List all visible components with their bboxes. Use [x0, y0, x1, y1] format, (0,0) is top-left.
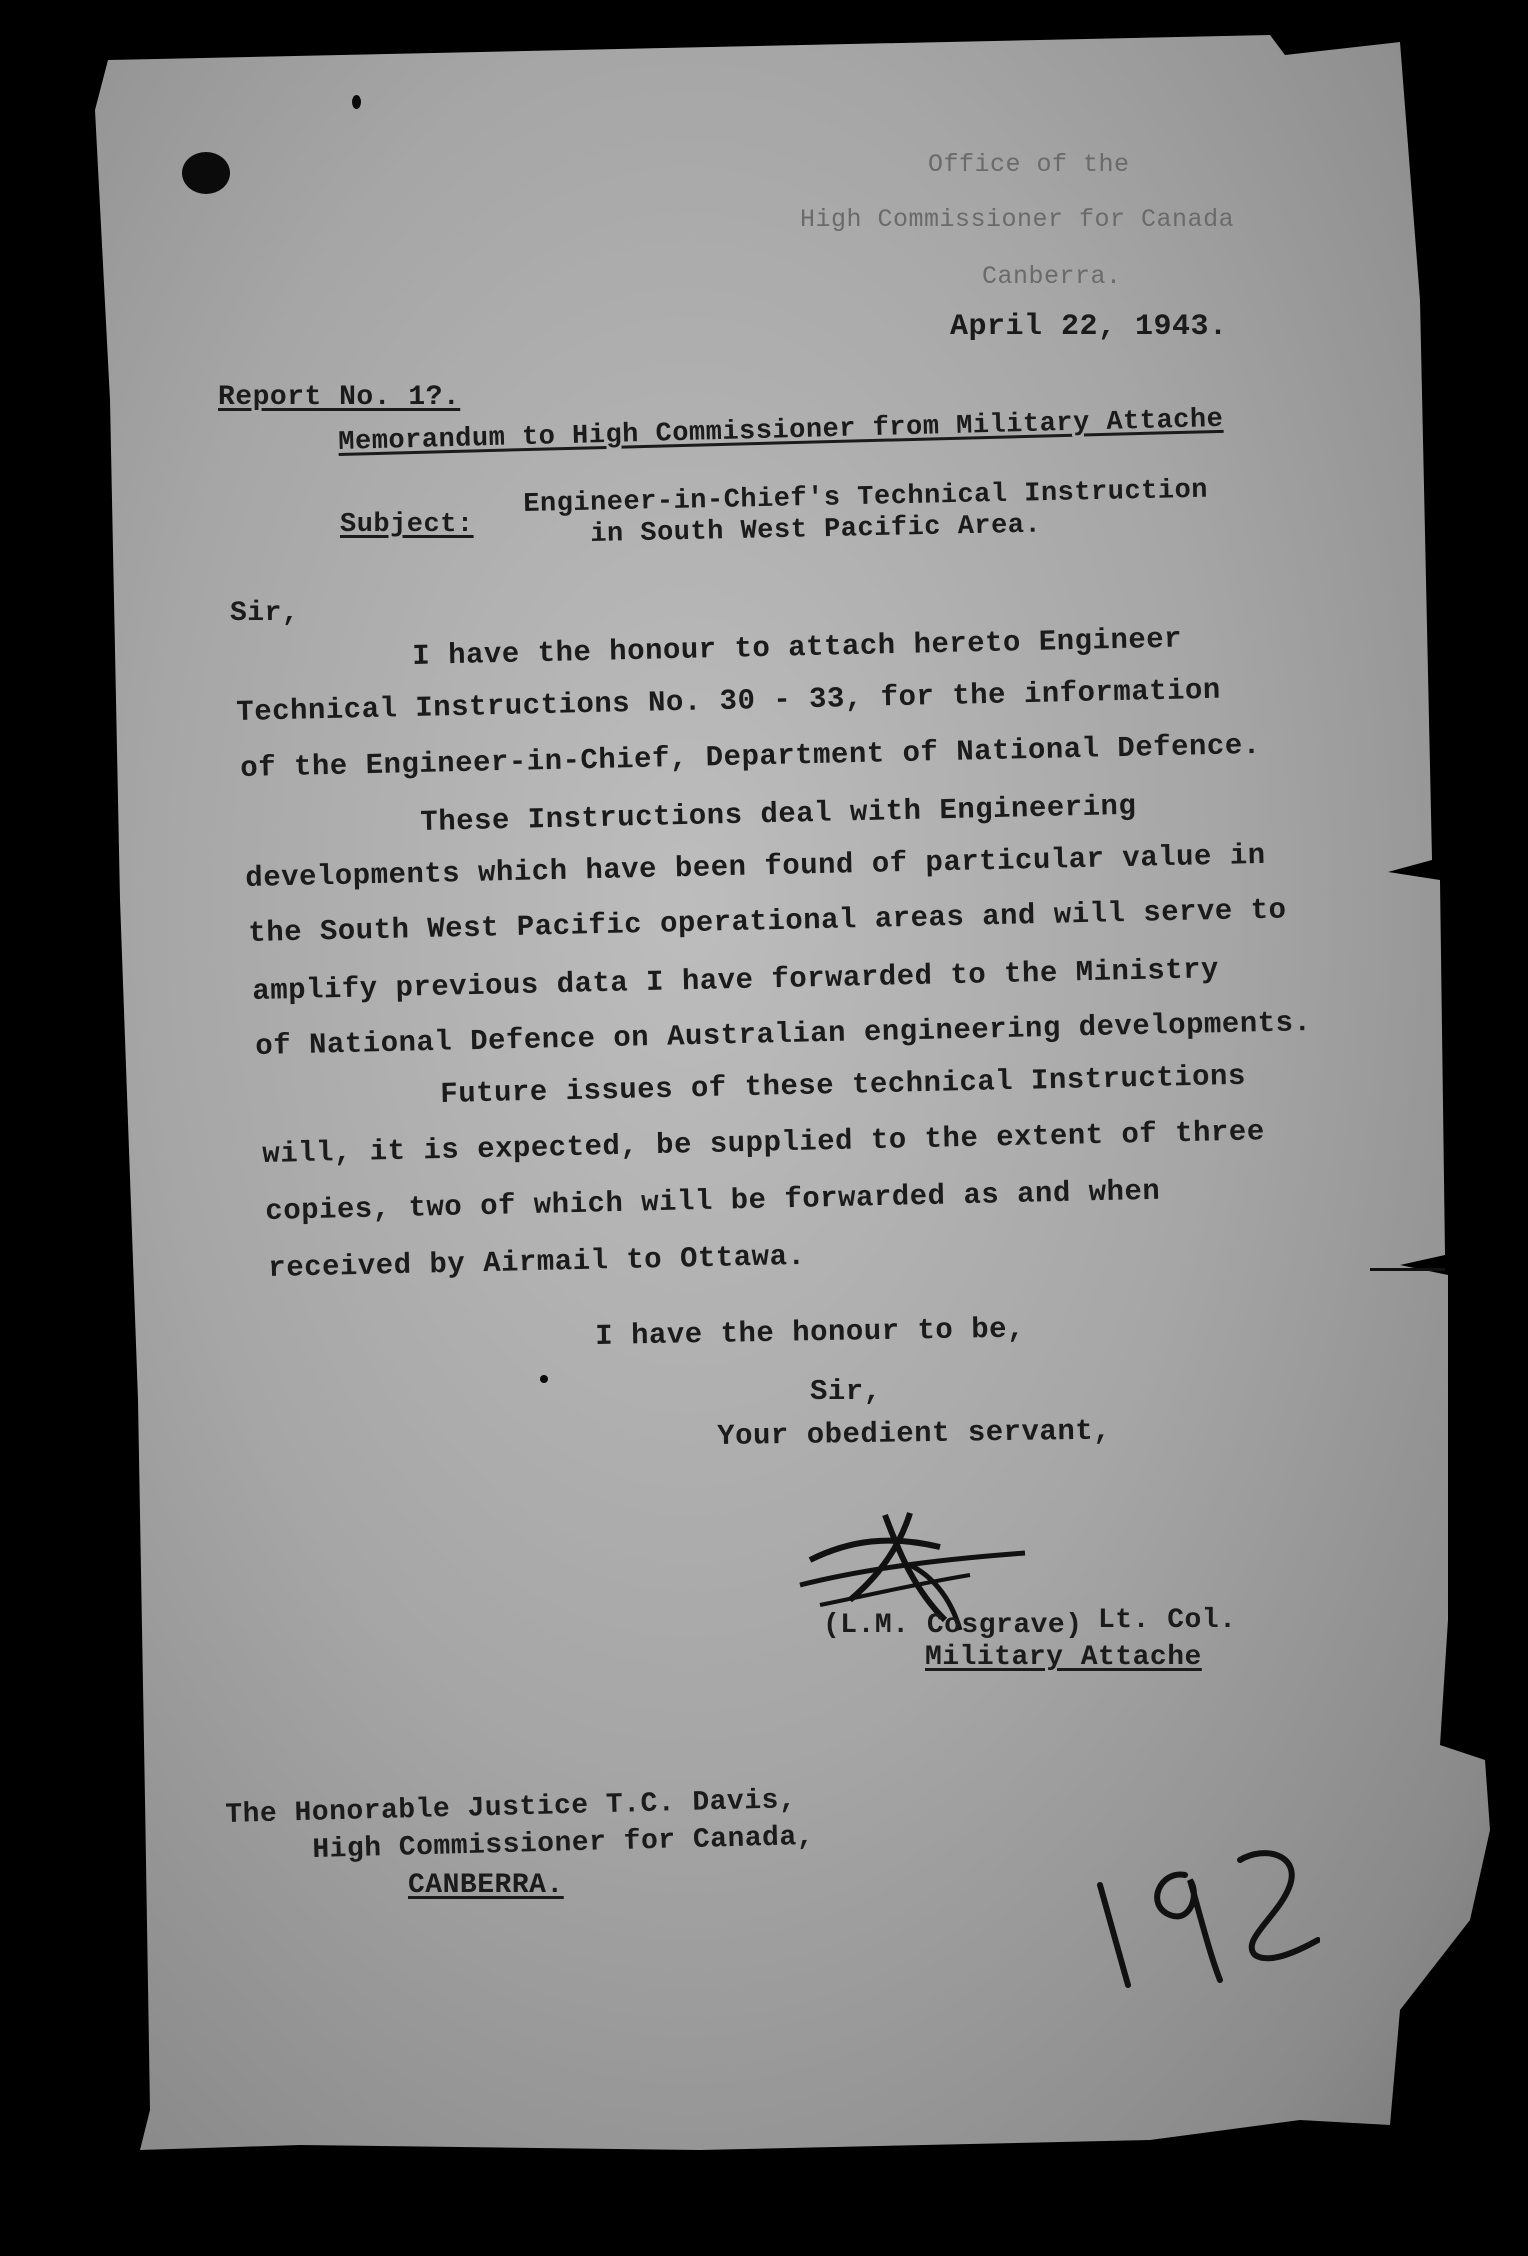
handwritten-page-number	[1090, 1845, 1320, 2010]
body-line: I have the honour to attach hereto Engineer	[412, 622, 1183, 673]
body-line: of the Engineer-in-Chief, Department of National Defence.	[240, 728, 1261, 785]
closing-line-2: Sir,	[810, 1375, 882, 1408]
addressee-line-1: The Honorable Justice T.C. Davis,	[225, 1785, 797, 1831]
signatory-name: (L.M. Cosgrave)	[823, 1610, 1083, 1641]
body-line: developments which have been found of particular value in	[245, 838, 1266, 895]
ink-blot	[182, 152, 230, 194]
body-line: These Instructions deal with Engineering	[420, 789, 1137, 839]
closing-line-3: Your obedient servant,	[717, 1414, 1112, 1453]
signatory-title: Military Attache	[925, 1642, 1202, 1673]
body-line: Future issues of these technical Instructions	[440, 1059, 1247, 1111]
office-line-1: Office of the	[928, 150, 1130, 179]
body-line: will, it is expected, be supplied to the extent of three	[262, 1115, 1266, 1171]
ink-speck	[540, 1375, 548, 1383]
paper-tear-mark	[1370, 1268, 1445, 1271]
addressee-line-3: CANBERRA.	[408, 1870, 564, 1901]
letter-date: April 22, 1943.	[950, 310, 1228, 344]
subject-label: Subject:	[340, 510, 474, 540]
closing-line-1: I have the honour to be,	[595, 1312, 1026, 1353]
salutation: Sir,	[230, 598, 300, 629]
addressee-line-2: High Commissioner for Canada,	[312, 1821, 815, 1866]
subject-line-2: in South West Pacific Area.	[590, 510, 1042, 550]
office-line-3: Canberra.	[982, 262, 1122, 291]
body-line: the South West Pacific operational areas and will serve to	[248, 893, 1287, 950]
body-line: copies, two of which will be forwarded as and when	[265, 1174, 1161, 1228]
signatory-rank: Lt. Col.	[1098, 1605, 1237, 1636]
ink-speck	[352, 95, 361, 109]
memo-title: Memorandum to High Commissioner from Military Attache	[338, 404, 1224, 458]
subject-line-1: Engineer-in-Chief's Technical Instruction	[523, 475, 1209, 520]
body-line: of National Defence on Australian engineering developments.	[255, 1006, 1312, 1063]
body-line: Technical Instructions No. 30 - 33, for the information	[236, 673, 1222, 729]
body-line: received by Airmail to Ottawa.	[268, 1239, 806, 1285]
body-line: amplify previous data I have forwarded to the Ministry	[252, 953, 1220, 1008]
office-line-2: High Commissioner for Canada	[800, 205, 1235, 234]
report-number: Report No. 1?.	[218, 382, 461, 413]
